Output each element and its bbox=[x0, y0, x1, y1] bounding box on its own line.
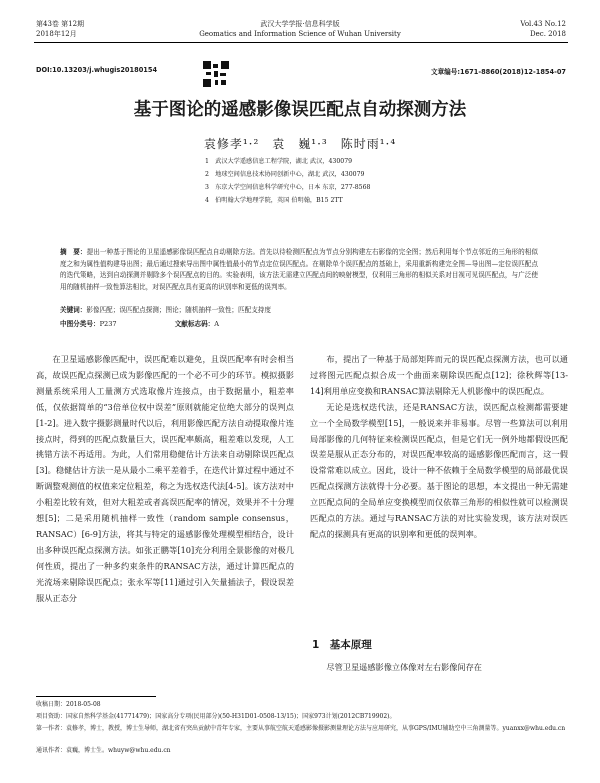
footnote-fund: 项目资助：国家自然科学基金(41771479)；国家高分专项(民用部分)(50-H31D01-0508-13/15)；国家973计划(2012CB719902)。 bbox=[36, 713, 396, 720]
journal-title-en: Geomatics and Information Science of Wuhan University bbox=[199, 30, 401, 38]
footnote-rule bbox=[36, 696, 156, 697]
affiliation-2: 2 地球空间信息技术协同创新中心，湖北 武汉，430079 bbox=[205, 171, 365, 178]
qr-code-icon bbox=[203, 61, 229, 87]
classification-line bbox=[60, 319, 538, 329]
article-number: 文章编号:1671-8860(2018)12-1854-07 bbox=[430, 68, 566, 76]
journal-title-cn: 武汉大学学报·信息科学版 bbox=[260, 20, 340, 28]
volume-issue-en: Vol.43 No.12 bbox=[520, 20, 566, 28]
footnote-first-author: 第一作者：袁修孝，博士，教授，博士生导师，湖北省有突出贡献中青年专家，主要从事航空航天遥感影像摄影测量理论方法与应用研究，从事GPS/IMU辅助空中三角测量等。yuanxx@whu.edu.cn bbox=[36, 725, 566, 732]
affiliation-1: 1 武汉大学遥感信息工程学院，湖北 武汉，430079 bbox=[205, 158, 353, 165]
paper-title: 基于图论的遥感影像误匹配点自动探测方法 bbox=[133, 100, 467, 120]
keywords-line bbox=[60, 305, 538, 315]
keywords-label: 关键词： bbox=[60, 306, 87, 314]
keywords-text: 影像匹配；误匹配点探测；图论；随机抽样一致性；匹配支持度 bbox=[86, 306, 271, 314]
doc-code-value: A bbox=[214, 320, 220, 328]
body-paragraph: 布，提出了一种基于局部矩阵而元的误匹配点探测方法，也可以通过将图元匹配点拟合成一个曲面来剔除误匹配点[12]；徐秋辉等[13-14]利用单应变换和RANSAC算法剔除无人机影像中的误匹配点。 bbox=[310, 354, 568, 396]
clc-label: 中图分类号： bbox=[60, 320, 100, 328]
date-cn: 2018年12月 bbox=[36, 30, 77, 38]
section-heading: 1 基本原理 bbox=[312, 639, 372, 651]
footnote-received: 收稿日期：2018-05-08 bbox=[36, 701, 101, 708]
header-rule bbox=[34, 42, 568, 43]
section-first-line: 尽管卫星遥感影像立体像对左右影像间存在 bbox=[326, 662, 482, 672]
date-en: Dec. 2018 bbox=[530, 30, 566, 38]
abstract-label: 摘 要： bbox=[60, 248, 87, 256]
body-paragraph: 无论是选权迭代法，还是RANSAC方法，误匹配点检测都需要建立一个全局数学模型[15]，一般说来并非易事。尽管一些算法可以利用局部影像的几何特征来检测误匹配点，但是它们无一例外地都假设匹配误差是服从正态分布的，对误匹配率较高的遥感影像匹配而言，这一假设常常难以成立。因此，设计一种不依赖于全局数学模型的局部最优误匹配点探测方法就得十分必要。基于图论的思想，本文提出一种无需建立匹配点间的全局单应变换模型而仅依靠三角形的相似性就可以检测误匹配点的方法。通过与RANSAC方法的对比实验发现，该方法对误匹配点的探测具有更高的识别率和更低的误判率。 bbox=[310, 401, 568, 539]
body-right-column bbox=[310, 352, 568, 543]
doc-code-label: 文献标志码： bbox=[174, 320, 215, 328]
body-paragraph: 在卫星遥感影像匹配中，误匹配难以避免，且误匹配率有时会相当高，故误匹配点探测已成为影像匹配的一个必不可少的环节。模拟摄影测量系统采用人工量测方式选取像片连接点，由于数据量小，粗差率低，仅依据简单的“3倍单位权中误差”原则就能定位绝大部分的误判点[1-2]。进入数字摄影测量时代以后，利用影像匹配方法自动提取像片连接点时，得到的匹配点数量巨大，误匹配率颇高，粗差难以发现，人工挑错方法不再适用。为此，人们常用稳健估计方法来自动剔除误匹配点[3]。稳健估计方法一是从最小二乘平差着手，在迭代计算过程中通过不断调整观测值的权值来定位粗差，称之为选权迭代法[4-5]。该方法对中小粗差比较有效，但对大粗差或者高误匹配率的情况，效果并不十分理想[5]；二是采用随机抽样一致性（random sample consensus，RANSAC）[6-9]方法，将其与特定的遥感影像处理模型相结合，设计出多种误匹配点探测方法。如张正鹏等[10]充分利用全景影像的对极几何性质，提出了一种多约束条件的RANSAC方法，通过计算匹配点的光流场来剔除误匹配点；张永军等[11]通过引入矢量插法子，假设误差服从正态分 bbox=[36, 354, 294, 603]
doi: DOI:10.13203/j.whugis20180154 bbox=[36, 66, 158, 74]
footnote-corresponding: 通讯作者：袁巍，博士生。whuyw@whu.edu.cn bbox=[36, 747, 171, 754]
volume-issue-cn: 第43卷 第12期 bbox=[36, 20, 85, 28]
abstract-text: 提出一种基于图论的卫星遥感影像误匹配点自动剔除方法。首先以待检测匹配点为节点分别构建左右影像的完全图；然后利用每个节点邻近的三角形的相似度之和为属性值构建导出图；最后通过搜索导出图中属性值最小的节点定位误匹配点。在剔除单个误匹配点的基础上，采用重新构建完全图—导出图—定位误匹配点的迭代策略，达到自动探测并剔除多个误匹配点的目的。实验表明，该方法无需建立匹配点间的映射模型，仅利用三角形的相似关系对目视可见误匹配点，与广泛使用的随机抽样一致性算法相比，对误匹配点具有更高的识别率和更低的误判率。 bbox=[60, 248, 539, 291]
clc-value: P237 bbox=[99, 320, 117, 328]
body-left-column bbox=[36, 352, 294, 607]
affiliation-3: 3 东京大学空间信息科学研究中心，日本 东京，277-8568 bbox=[205, 184, 371, 191]
abstract bbox=[60, 247, 538, 293]
affiliation-4: 4 伯明翰大学地理学院，英国 伯明翰，B15 2TT bbox=[205, 197, 343, 204]
author-list: 袁修孝¹·² 袁 巍¹·³ 陈时雨¹·⁴ bbox=[203, 137, 397, 151]
